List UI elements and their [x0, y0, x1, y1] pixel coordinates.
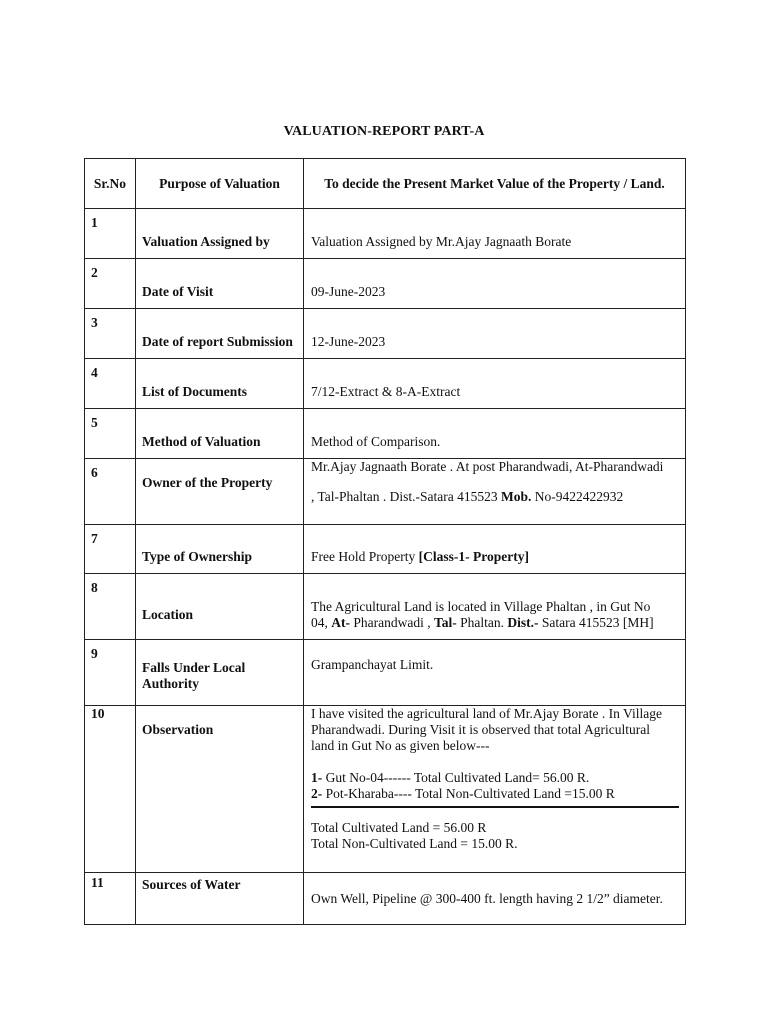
location-key: Tal-: [433, 614, 457, 630]
ownership-class: [Class-1- Property]: [418, 549, 529, 564]
row-label: Type of Ownership: [136, 525, 304, 574]
valuation-table: [84, 158, 686, 925]
total-non-cultivated: Total Non-Cultivated Land = 15.00 R.: [311, 836, 518, 851]
observation-intro-2: Pharandwadi. During Visit it is observed that total Agricultural: [311, 722, 651, 737]
row-label: Method of Valuation: [136, 409, 304, 459]
owner-line-1: Mr.Ajay Jagnaath Borate . At post Pharandwadi, At-Pharandwadi: [311, 459, 664, 474]
row-number: 9: [85, 640, 136, 706]
row-number: 11: [85, 873, 136, 925]
owner-line-2: [311, 489, 679, 505]
row-value: Grampanchayat Limit.: [304, 640, 686, 706]
mobile-number: No-9422422932: [531, 489, 624, 504]
row-label: Sources of Water: [136, 873, 304, 925]
table-row: [85, 209, 686, 259]
table-row: [85, 706, 686, 873]
item-number: 2-: [311, 786, 323, 801]
header-purpose: Purpose of Valuation: [136, 159, 304, 209]
row-label: Observation: [136, 706, 304, 873]
location-text: 04,: [311, 614, 332, 630]
location-text: Phaltan.: [456, 614, 508, 630]
row-label: List of Documents: [136, 359, 304, 409]
location-text: Pharandwadi ,: [350, 614, 434, 630]
row-number: 3: [85, 309, 136, 359]
item-text: Gut No-04------ Total Cultivated Land= 56.00 R.: [322, 770, 590, 785]
row-number: 7: [85, 525, 136, 574]
table-row: [85, 259, 686, 309]
row-number: 6: [85, 459, 136, 525]
observation-divider: [311, 806, 679, 808]
row-value: [304, 706, 686, 873]
table-row: [85, 873, 686, 925]
row-value: Valuation Assigned by Mr.Ajay Jagnaath Borate: [304, 209, 686, 259]
table-row: [85, 574, 686, 640]
row-number: 8: [85, 574, 136, 640]
row-number: 1: [85, 209, 136, 259]
item-text: Pot-Kharaba---- Total Non-Cultivated Land =15.00 R: [322, 786, 615, 801]
row-value: [304, 459, 686, 525]
row-number: 10: [85, 706, 136, 873]
item-number: 1-: [311, 770, 323, 785]
row-label: Date of Visit: [136, 259, 304, 309]
row-value: 09-June-2023: [304, 259, 686, 309]
total-cultivated: Total Cultivated Land = 56.00 R: [311, 820, 487, 835]
table-row: [85, 525, 686, 574]
row-number: 2: [85, 259, 136, 309]
row-label: [136, 640, 304, 706]
row-label: Date of report Submission: [136, 309, 304, 359]
location-key: Dist.-: [507, 614, 539, 630]
row-value: Method of Comparison.: [304, 409, 686, 459]
table-row: [85, 409, 686, 459]
label-line-1: Falls Under Local: [142, 659, 246, 675]
table-row: [85, 359, 686, 409]
label-line-2: Authority: [142, 675, 199, 691]
location-line-1: The Agricultural Land is located in Village Phaltan , in Gut No: [311, 598, 651, 614]
row-value: 12-June-2023: [304, 309, 686, 359]
row-value: [304, 574, 686, 640]
location-text: Satara 415523 [MH]: [538, 614, 654, 630]
ownership-type: Free Hold Property: [311, 549, 419, 564]
row-value: [304, 525, 686, 574]
mobile-label: Mob.: [501, 489, 532, 504]
owner-address: , Tal-Phaltan . Dist.-Satara 415523: [311, 489, 502, 504]
location-key: At-: [331, 614, 350, 630]
observation-intro-3: land in Gut No as given below---: [311, 738, 490, 753]
row-number: 5: [85, 409, 136, 459]
row-label: Location: [136, 574, 304, 640]
observation-item-1: [311, 770, 679, 786]
header-purpose-value: To decide the Present Market Value of the Property / Land.: [304, 159, 686, 209]
location-line-2: [311, 615, 679, 631]
row-number: 4: [85, 359, 136, 409]
table-row: [85, 640, 686, 706]
table-header-row: [85, 159, 686, 209]
row-label: Owner of the Property: [136, 459, 304, 525]
observation-intro-1: I have visited the agricultural land of Mr.Ajay Borate . In Village: [311, 706, 662, 721]
row-value: Own Well, Pipeline @ 300-400 ft. length having 2 1/2” diameter.: [304, 873, 686, 925]
report-title: VALUATION-REPORT PART-A: [283, 124, 485, 139]
row-label: Valuation Assigned by: [136, 209, 304, 259]
observation-item-2: [311, 786, 679, 802]
table-row: [85, 309, 686, 359]
header-sr-no: Sr.No: [85, 159, 136, 209]
row-value: 7/12-Extract & 8-A-Extract: [304, 359, 686, 409]
table-row: [85, 459, 686, 525]
